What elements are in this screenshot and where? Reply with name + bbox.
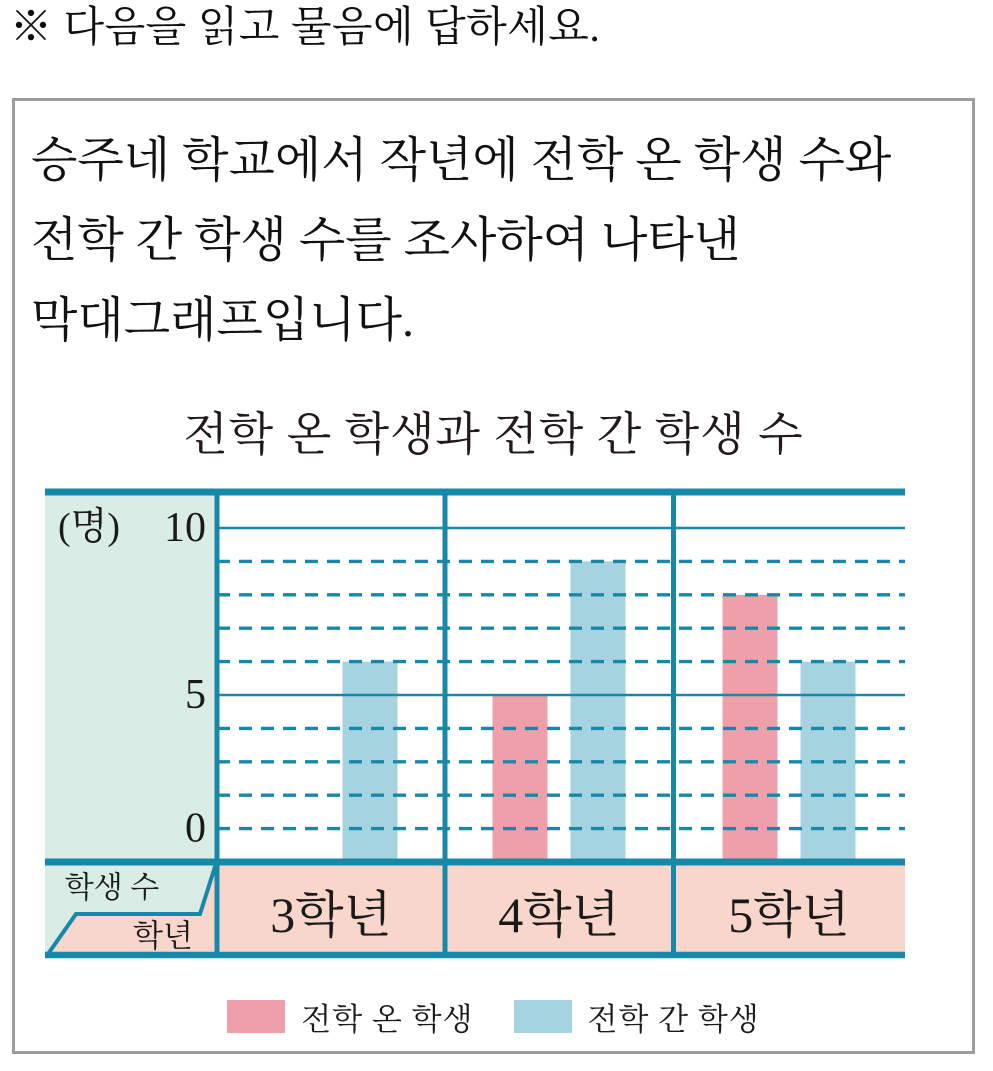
y-tick-label-5: 5 [185, 672, 206, 718]
description-line-2: 전학 간 학생 수를 조사하여 나타낸 [31, 214, 741, 267]
category-label-3학년: 3학년 [270, 887, 392, 943]
category-label-4학년: 4학년 [498, 887, 620, 943]
corner-axis-label: 학년 [133, 918, 193, 954]
bar-5학년-전학 간 학생 [801, 662, 856, 862]
description-line-3: 막대그래프입니다. [31, 294, 414, 347]
chart-title: 전학 온 학생과 전학 간 학생 수 [183, 409, 804, 460]
instruction-heading: ※ 다음을 읽고 물음에 답하세요. [10, 5, 601, 51]
description-line-1: 승주네 학교에서 작년에 전학 온 학생 수와 [31, 134, 892, 187]
y-axis-unit-label: (명) [58, 506, 121, 548]
category-label-5학년: 5학년 [728, 887, 850, 943]
legend-label-transfer-in: 전학 온 학생 [301, 1002, 474, 1037]
corner-value-label: 학생 수 [64, 871, 160, 905]
bar-4학년-전학 간 학생 [571, 561, 626, 862]
bar-4학년-전학 온 학생 [493, 695, 548, 862]
y-tick-label-10: 10 [164, 505, 206, 551]
legend-label-transfer-out: 전학 간 학생 [587, 1002, 760, 1037]
y-tick-label-0: 0 [185, 805, 206, 852]
